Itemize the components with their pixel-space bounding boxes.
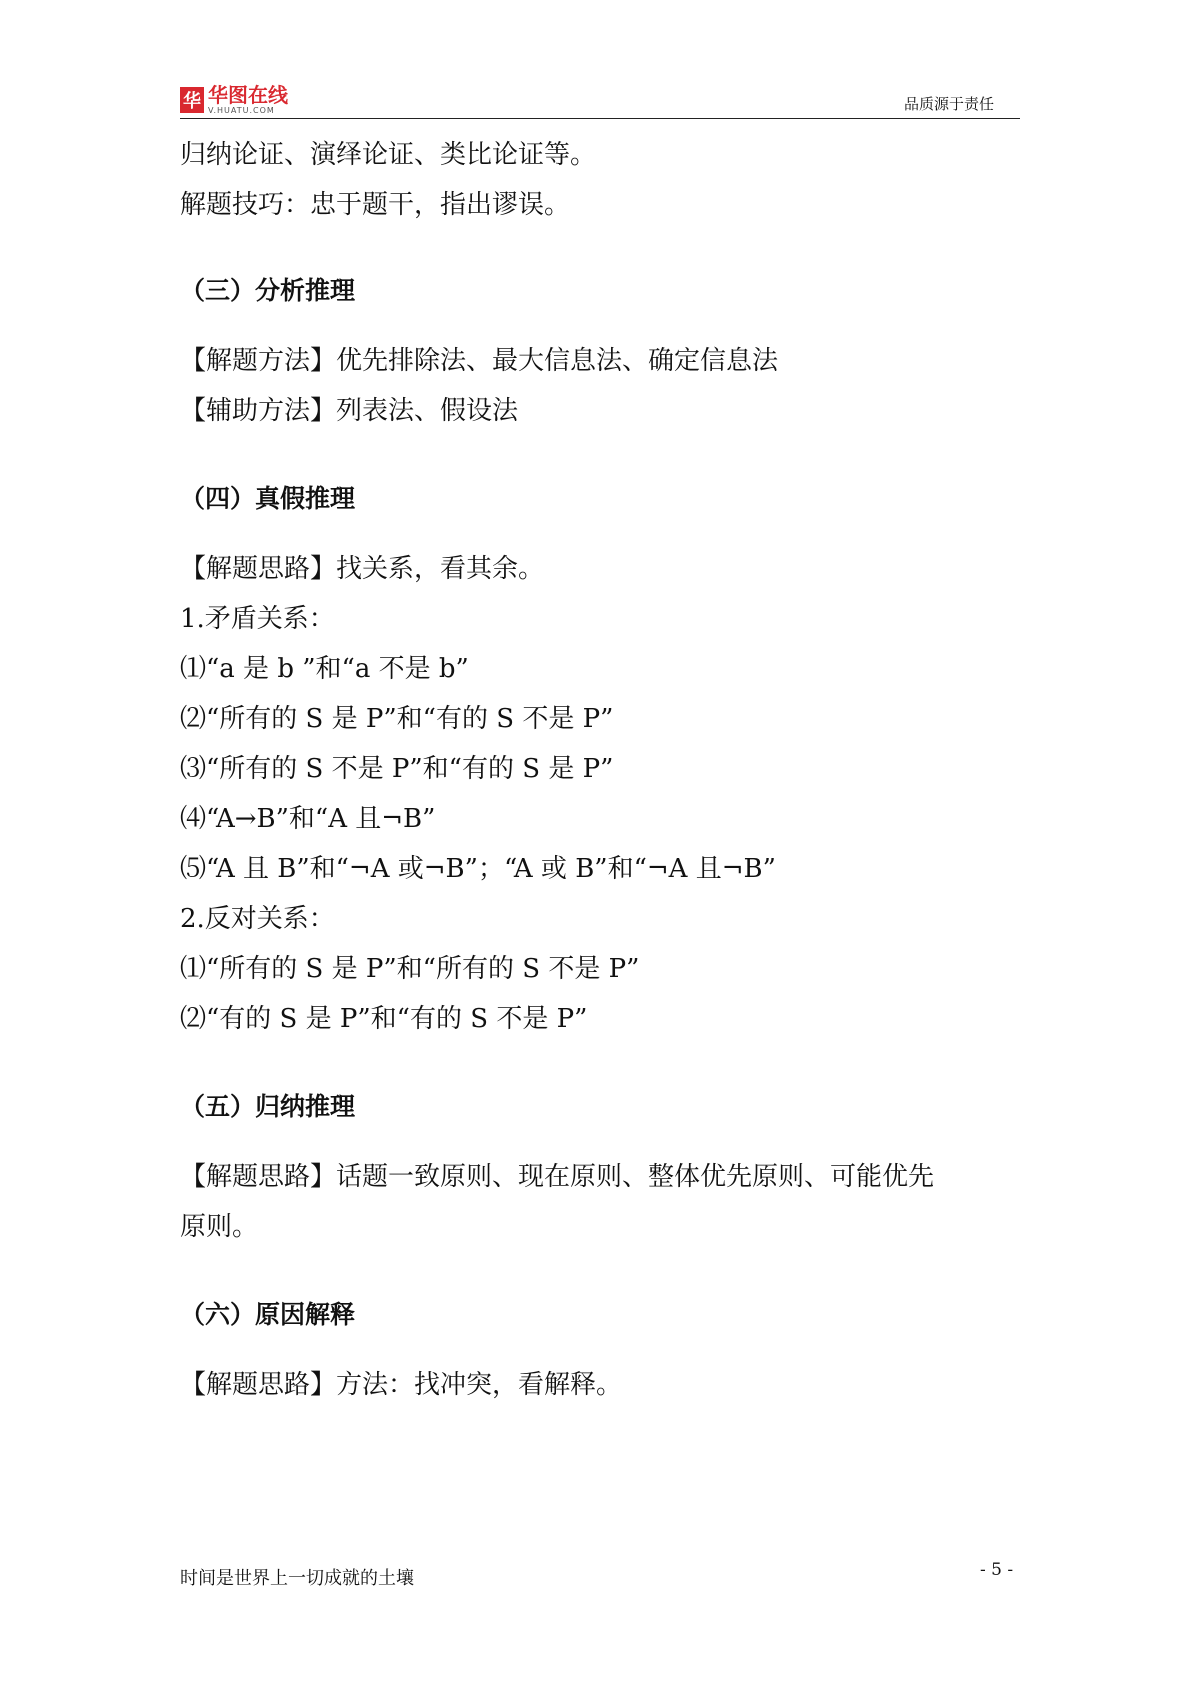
list-item: ⑵“所有的 S 是 P”和“有的 S 不是 P” <box>180 704 614 734</box>
logo-url: V.HUATU.COM <box>208 106 275 115</box>
text-line: 【解题思路】方法：找冲突，看解释。 <box>180 1370 623 1400</box>
text-line: 【辅助方法】列表法、假设法 <box>180 396 519 426</box>
text-line: 【解题方法】优先排除法、最大信息法、确定信息法 <box>180 346 779 376</box>
text-line: 1.矛盾关系： <box>180 604 335 634</box>
section-heading: （六）原因解释 <box>180 1300 356 1329</box>
header-slogan: 品质源于责任 <box>903 95 994 113</box>
page-number: - 5 - <box>980 1560 1014 1580</box>
text-line: 原则。 <box>180 1212 259 1242</box>
list-item: ⑴“所有的 S 是 P”和“所有的 S 不是 P” <box>180 954 640 984</box>
section-heading: （四）真假推理 <box>180 484 356 513</box>
logo-name: 华图在线 <box>208 83 288 107</box>
text-line: 解题技巧：忠于题干，指出谬误。 <box>180 190 571 220</box>
text-line: 归纳论证、演绎论证、类比论证等。 <box>180 140 597 170</box>
section-heading: （五）归纳推理 <box>180 1092 356 1121</box>
list-item: ⑴“a 是 b ”和“a 不是 b” <box>180 654 469 684</box>
text-line: 【解题思路】找关系，看其余。 <box>180 554 545 584</box>
section-heading: （三）分析推理 <box>180 276 356 305</box>
logo-mark-icon: 华 <box>180 87 204 113</box>
page-header <box>180 82 1020 119</box>
list-item: ⑵“有的 S 是 P”和“有的 S 不是 P” <box>180 1004 588 1034</box>
huatu-logo <box>180 84 288 116</box>
list-item: ⑸“A 且 B”和“¬A 或¬B”；“A 或 B”和“¬A 且¬B” <box>180 854 776 884</box>
list-item: ⑷“A→B”和“A 且¬B” <box>180 804 436 834</box>
footer-motto: 时间是世界上一切成就的土壤 <box>180 1568 414 1589</box>
text-line: 【解题思路】话题一致原则、现在原则、整体优先原则、可能优先 <box>180 1162 935 1192</box>
list-item: ⑶“所有的 S 不是 P”和“有的 S 是 P” <box>180 754 614 784</box>
text-line: 2.反对关系： <box>180 904 335 934</box>
